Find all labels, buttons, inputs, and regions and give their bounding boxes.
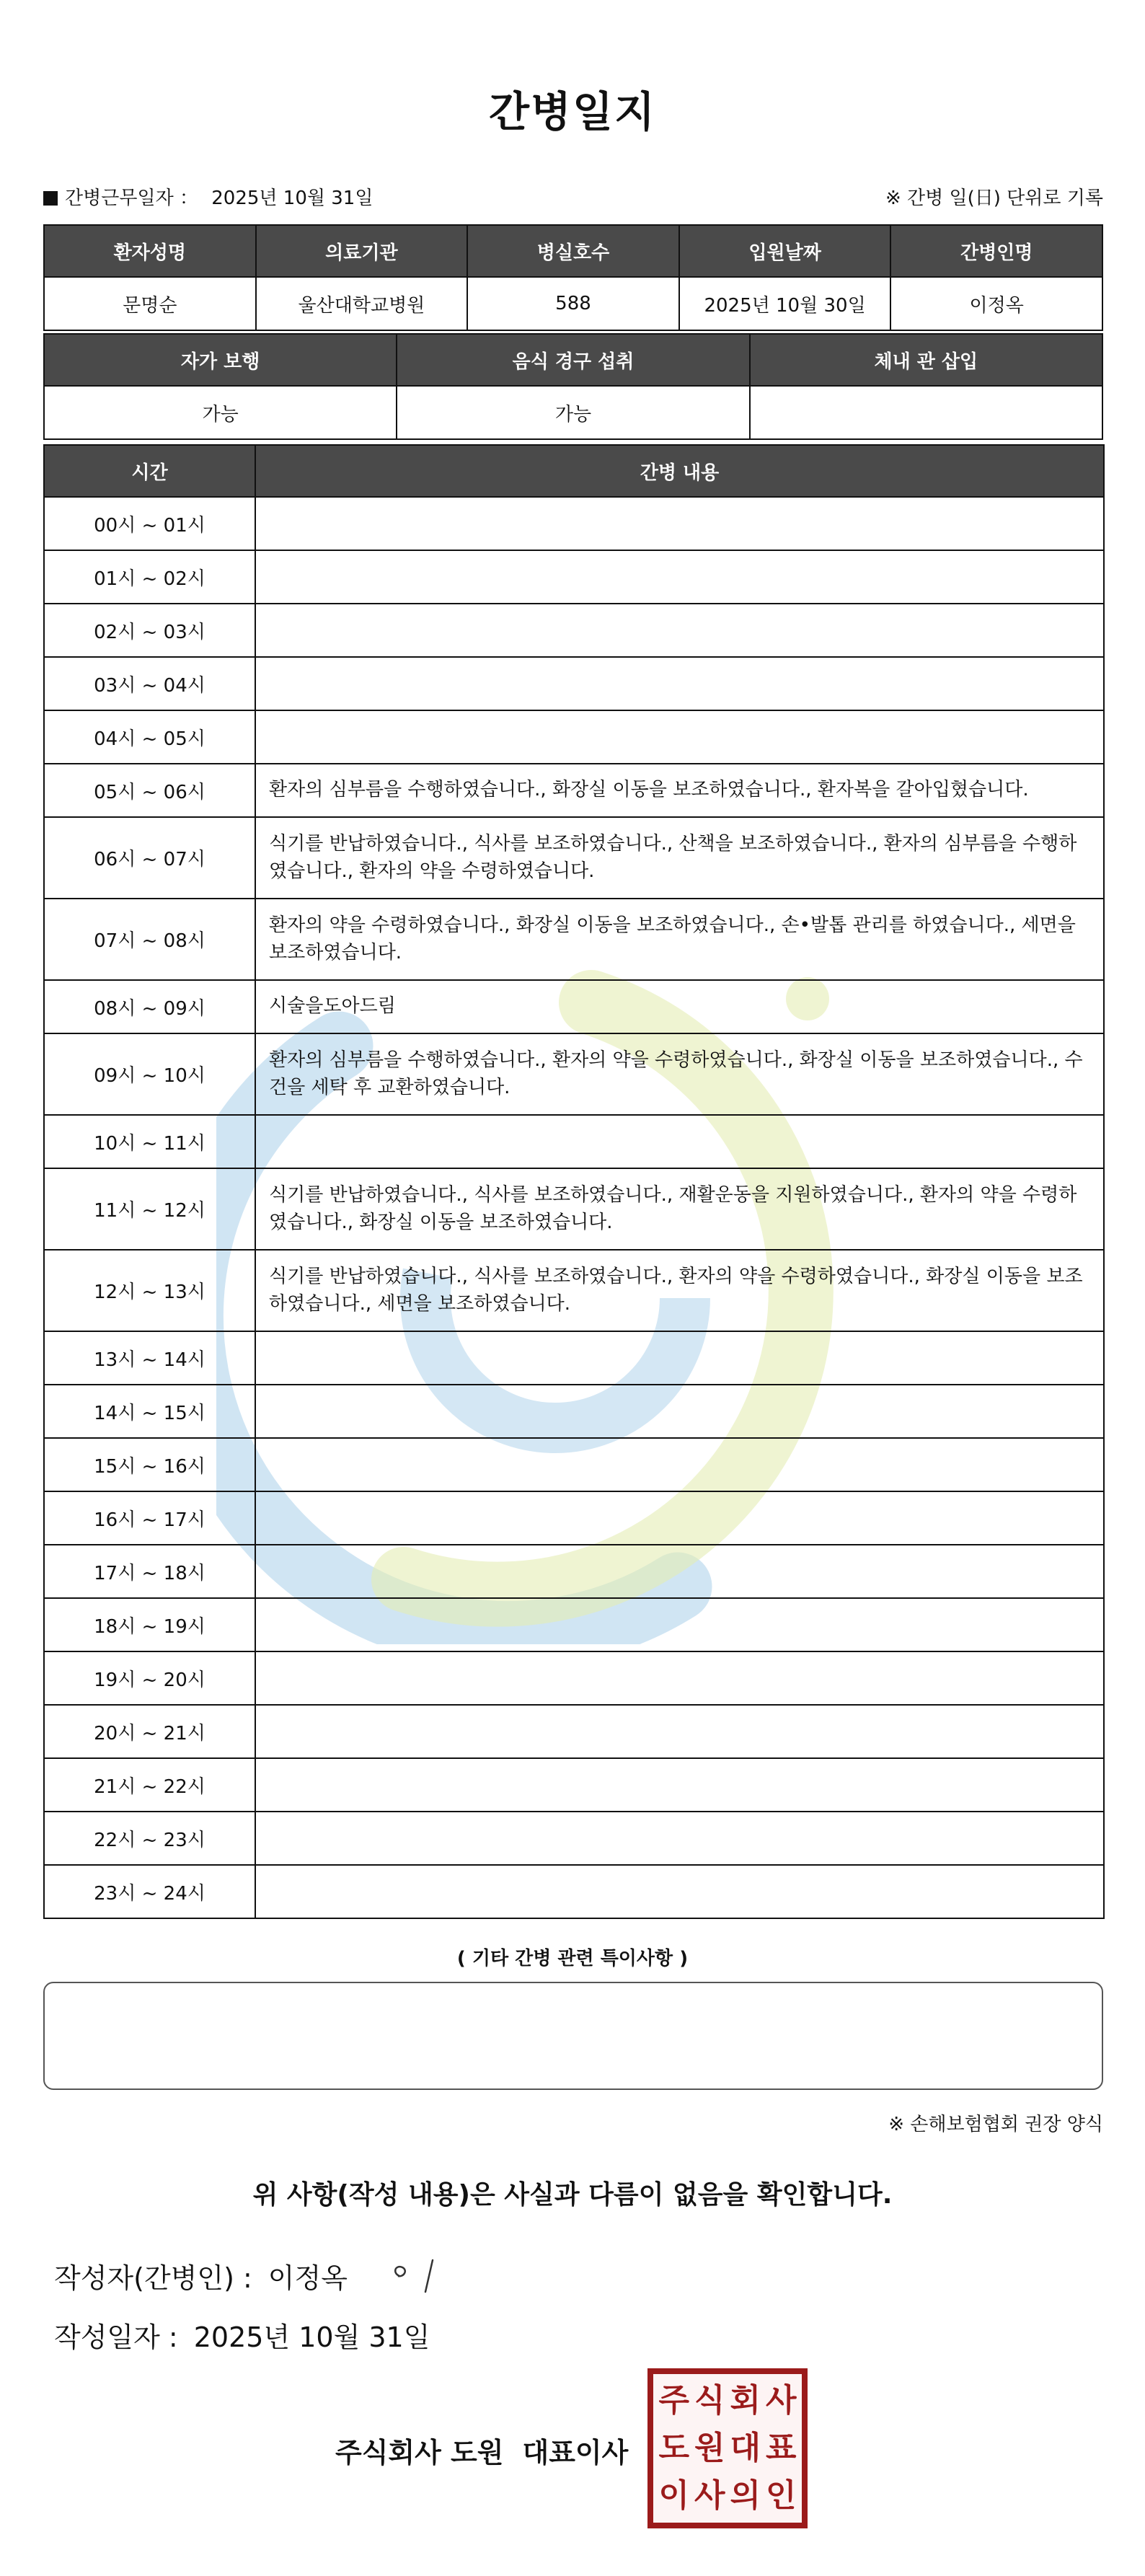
- content-cell: [255, 710, 1104, 764]
- time-cell: 06시 ~ 07시: [44, 817, 255, 899]
- time-cell: 23시 ~ 24시: [44, 1865, 255, 1918]
- seal-char: 식: [694, 2382, 725, 2419]
- content-cell: [255, 1598, 1104, 1651]
- time-cell: 08시 ~ 09시: [44, 980, 255, 1033]
- written-date-value: 2025년 10월 31일: [193, 2321, 430, 2353]
- header-time: 시간: [44, 445, 255, 497]
- content-cell: 식기를 반납하였습니다., 식사를 보조하였습니다., 환자의 약을 수령하였습니다., 화장실 이동을 보조하였습니다., 세면을 보조하였습니다.: [255, 1250, 1104, 1331]
- writer-label: 작성자(간병인) :: [54, 2262, 252, 2294]
- table-row: [44, 497, 1104, 550]
- content-cell: 환자의 심부름을 수행하였습니다., 화장실 이동을 보조하였습니다., 환자복을 갈아입혔습니다.: [255, 764, 1104, 817]
- time-cell: 11시 ~ 12시: [44, 1168, 255, 1250]
- content-cell: 시술을도아드림: [255, 980, 1104, 1033]
- time-cell: 15시 ~ 16시: [44, 1438, 255, 1491]
- table-row: [44, 550, 1104, 604]
- table-row: [44, 1491, 1104, 1545]
- work-date-value: 2025년 10월 31일: [211, 188, 373, 209]
- patient-status-table: [43, 333, 1103, 440]
- table-row: [44, 1651, 1104, 1705]
- time-cell: 00시 ~ 01시: [44, 497, 255, 550]
- content-cell: 식기를 반납하였습니다., 식사를 보조하였습니다., 산책을 보조하였습니다., 환자의 심부름을 수행하였습니다., 환자의 약을 수령하였습니다.: [255, 817, 1104, 899]
- header-care-content: 간병 내용: [255, 445, 1104, 497]
- table-row: [44, 817, 1104, 899]
- header-caregiver: 간병인명: [890, 225, 1102, 277]
- unit-note: ※ 간병 일(日) 단위로 기록: [885, 188, 1103, 209]
- table-row: [44, 604, 1104, 657]
- table-row: [44, 710, 1104, 764]
- patient-info-table: [43, 224, 1103, 331]
- header-walking: 자가 보행: [44, 334, 397, 386]
- header-hospital: 의료기관: [256, 225, 468, 277]
- header-room: 병실호수: [467, 225, 679, 277]
- content-cell: [255, 657, 1104, 710]
- top-info-line: [43, 183, 1103, 212]
- seal-char: 대: [730, 2430, 761, 2466]
- table-row: [44, 1331, 1104, 1385]
- writer-name: 이정옥: [268, 2262, 348, 2294]
- seal-char: 표: [765, 2430, 797, 2466]
- content-cell: [255, 1438, 1104, 1491]
- seal-char: 의: [730, 2477, 761, 2514]
- content-cell: [255, 1812, 1104, 1865]
- content-cell: [255, 1331, 1104, 1385]
- time-cell: 16시 ~ 17시: [44, 1491, 255, 1545]
- time-cell: 21시 ~ 22시: [44, 1758, 255, 1812]
- time-cell: 17시 ~ 18시: [44, 1545, 255, 1598]
- time-cell: 19시 ~ 20시: [44, 1651, 255, 1705]
- table-row: [44, 1812, 1104, 1865]
- time-cell: 01시 ~ 02시: [44, 550, 255, 604]
- content-cell: [255, 1651, 1104, 1705]
- table-row: [44, 1168, 1104, 1250]
- table-row: [44, 1545, 1104, 1598]
- seal-char: 주: [658, 2382, 689, 2419]
- seal-char: 인: [765, 2477, 797, 2514]
- seal-char: 사: [694, 2477, 725, 2514]
- table-row: [44, 1385, 1104, 1438]
- content-cell: 식기를 반납하였습니다., 식사를 보조하였습니다., 재활운동을 지원하였습니다., 환자의 약을 수령하였습니다., 화장실 이동을 보조하였습니다.: [255, 1168, 1104, 1250]
- content-cell: 환자의 약을 수령하였습니다., 화장실 이동을 보조하였습니다., 손•발톱 관리를 하였습니다., 세면을 보조하였습니다.: [255, 899, 1104, 980]
- square-bullet-icon: [43, 191, 58, 206]
- content-cell: 환자의 심부름을 수행하였습니다., 환자의 약을 수령하였습니다., 화장실 이동을 보조하였습니다., 수건을 세탁 후 교환하였습니다.: [255, 1033, 1104, 1115]
- table-row: [44, 1438, 1104, 1491]
- seal-char: 이: [658, 2477, 689, 2514]
- time-cell: 20시 ~ 21시: [44, 1705, 255, 1758]
- care-log-table: [43, 444, 1105, 1919]
- table-row: [44, 1758, 1104, 1812]
- writer-line: [54, 2256, 348, 2295]
- table-row: [44, 899, 1104, 980]
- table-row: [44, 980, 1104, 1033]
- table-row: [44, 1033, 1104, 1115]
- time-cell: 03시 ~ 04시: [44, 657, 255, 710]
- table-row: [44, 1250, 1104, 1331]
- content-cell: [255, 1758, 1104, 1812]
- table-row: [44, 1115, 1104, 1168]
- hospital: 울산대학교병원: [256, 277, 468, 330]
- form-note: ※ 손해보험협회 권장 양식: [888, 2114, 1103, 2135]
- remarks-label: ( 기타 간병 관련 특이사항 ): [456, 1948, 689, 1970]
- content-cell: [255, 497, 1104, 550]
- time-cell: 12시 ~ 13시: [44, 1250, 255, 1331]
- work-date: [43, 183, 373, 210]
- room-number: 588: [467, 277, 679, 330]
- written-date-line: [54, 2315, 430, 2355]
- admission-date: 2025년 10월 30일: [679, 277, 891, 330]
- header-patient-name: 환자성명: [44, 225, 256, 277]
- table-row: [44, 1865, 1104, 1918]
- table-row: [44, 657, 1104, 710]
- seal-char: 도: [658, 2430, 689, 2466]
- content-cell: [255, 1865, 1104, 1918]
- written-date-label: 작성일자 :: [54, 2321, 178, 2353]
- table-row: [44, 764, 1104, 817]
- content-cell: [255, 1115, 1104, 1168]
- content-cell: [255, 1545, 1104, 1598]
- company-name: 주식회사 도원: [335, 2437, 504, 2469]
- time-cell: 22시 ~ 23시: [44, 1812, 255, 1865]
- time-cell: 02시 ~ 03시: [44, 604, 255, 657]
- time-cell: 13시 ~ 14시: [44, 1331, 255, 1385]
- time-cell: 10시 ~ 11시: [44, 1115, 255, 1168]
- time-cell: 07시 ~ 08시: [44, 899, 255, 980]
- time-cell: 18시 ~ 19시: [44, 1598, 255, 1651]
- time-cell: 14시 ~ 15시: [44, 1385, 255, 1438]
- content-cell: [255, 1705, 1104, 1758]
- content-cell: [255, 1385, 1104, 1438]
- caregiver-name: 이정옥: [890, 277, 1102, 330]
- walking-value: 가능: [44, 386, 397, 439]
- signature-mark: [389, 2251, 447, 2295]
- table-row: [44, 1705, 1104, 1758]
- time-cell: 04시 ~ 05시: [44, 710, 255, 764]
- header-oral-intake: 음식 경구 섭취: [397, 334, 749, 386]
- tube-value: [750, 386, 1102, 439]
- header-tube: 체내 관 삽입: [750, 334, 1102, 386]
- seal-char: 회: [730, 2382, 761, 2419]
- confirmation-text: 위 사항(작성 내용)은 사실과 다름이 없음을 확인합니다.: [252, 2180, 893, 2210]
- company-line: [335, 2430, 628, 2470]
- company-seal-stamp: [647, 2368, 808, 2528]
- document-title: 간병일지: [488, 87, 657, 136]
- work-date-label: 간병근무일자 ：: [65, 188, 198, 209]
- content-cell: [255, 1491, 1104, 1545]
- time-cell: 05시 ~ 06시: [44, 764, 255, 817]
- time-cell: 09시 ~ 10시: [44, 1033, 255, 1115]
- header-admission-date: 입원날짜: [679, 225, 891, 277]
- seal-characters: [656, 2377, 799, 2520]
- patient-name: 문명순: [44, 277, 256, 330]
- remarks-box: [43, 1982, 1103, 2090]
- company-title: 대표이사: [522, 2437, 629, 2469]
- table-row: [44, 1598, 1104, 1651]
- content-cell: [255, 550, 1104, 604]
- oral-intake-value: 가능: [397, 386, 749, 439]
- seal-char: 사: [765, 2382, 797, 2419]
- content-cell: [255, 604, 1104, 657]
- seal-char: 원: [694, 2430, 725, 2466]
